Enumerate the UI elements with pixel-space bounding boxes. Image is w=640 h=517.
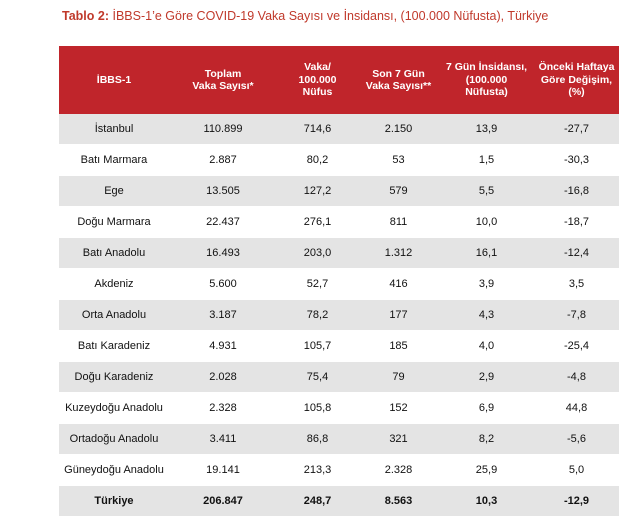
cell-incidence-7-day: 25,9 (439, 455, 534, 486)
cell-incidence-7-day: 6,9 (439, 393, 534, 424)
covid-cases-table (59, 46, 619, 517)
table-header (59, 46, 619, 114)
cell-last-7-days-cases: 185 (358, 331, 439, 362)
cell-cases-per-100k: 248,7 (277, 486, 358, 517)
cell-incidence-7-day: 16,1 (439, 238, 534, 269)
cell-weekly-change: -5,6 (534, 424, 619, 455)
cell-weekly-change: -30,3 (534, 145, 619, 176)
cell-region: Batı Anadolu (59, 238, 169, 269)
cell-last-7-days-cases: 8.563 (358, 486, 439, 517)
cell-cases-per-100k: 78,2 (277, 300, 358, 331)
cell-total-cases: 3.187 (169, 300, 277, 331)
table-row (59, 455, 619, 486)
cell-last-7-days-cases: 321 (358, 424, 439, 455)
cell-total-cases: 4.931 (169, 331, 277, 362)
cell-incidence-7-day: 5,5 (439, 176, 534, 207)
cell-total-cases: 22.437 (169, 207, 277, 238)
cell-total-cases: 2.028 (169, 362, 277, 393)
table-row (59, 424, 619, 455)
table-row (59, 300, 619, 331)
cell-total-cases: 13.505 (169, 176, 277, 207)
header-last-7-days-cases: Son 7 Gün Vaka Sayısı** (358, 46, 439, 114)
cell-weekly-change: -27,7 (534, 114, 619, 145)
cell-cases-per-100k: 276,1 (277, 207, 358, 238)
cell-weekly-change: -12,9 (534, 486, 619, 517)
cell-weekly-change: -7,8 (534, 300, 619, 331)
cell-cases-per-100k: 80,2 (277, 145, 358, 176)
table-row (59, 238, 619, 269)
cell-total-cases: 110.899 (169, 114, 277, 145)
cell-total-cases: 19.141 (169, 455, 277, 486)
header-cases-per-100k: Vaka/ 100.000 Nüfus (277, 46, 358, 114)
cell-region: Orta Anadolu (59, 300, 169, 331)
cell-cases-per-100k: 203,0 (277, 238, 358, 269)
cell-weekly-change: -12,4 (534, 238, 619, 269)
cell-cases-per-100k: 105,8 (277, 393, 358, 424)
cell-last-7-days-cases: 53 (358, 145, 439, 176)
table-row (59, 176, 619, 207)
cell-incidence-7-day: 13,9 (439, 114, 534, 145)
cell-last-7-days-cases: 1.312 (358, 238, 439, 269)
cell-cases-per-100k: 105,7 (277, 331, 358, 362)
table-row (59, 393, 619, 424)
cell-total-cases: 206.847 (169, 486, 277, 517)
cell-weekly-change: 5,0 (534, 455, 619, 486)
cell-region: Akdeniz (59, 269, 169, 300)
cell-incidence-7-day: 10,0 (439, 207, 534, 238)
table-row (59, 269, 619, 300)
table-row (59, 207, 619, 238)
cell-incidence-7-day: 4,3 (439, 300, 534, 331)
cell-weekly-change: 44,8 (534, 393, 619, 424)
cell-last-7-days-cases: 416 (358, 269, 439, 300)
cell-weekly-change: -25,4 (534, 331, 619, 362)
cell-incidence-7-day: 3,9 (439, 269, 534, 300)
cell-weekly-change: -18,7 (534, 207, 619, 238)
table-body (59, 114, 619, 517)
cell-total-cases: 16.493 (169, 238, 277, 269)
cell-weekly-change: -4,8 (534, 362, 619, 393)
cell-region: Güneydoğu Anadolu (59, 455, 169, 486)
cell-last-7-days-cases: 177 (358, 300, 439, 331)
cell-incidence-7-day: 2,9 (439, 362, 534, 393)
header-total-cases: Toplam Vaka Sayısı* (169, 46, 277, 114)
header-row (59, 46, 619, 114)
table-row (59, 362, 619, 393)
cell-incidence-7-day: 1,5 (439, 145, 534, 176)
cell-region: Batı Karadeniz (59, 331, 169, 362)
cell-cases-per-100k: 75,4 (277, 362, 358, 393)
cell-last-7-days-cases: 579 (358, 176, 439, 207)
cell-incidence-7-day: 8,2 (439, 424, 534, 455)
cell-region: Ege (59, 176, 169, 207)
cell-weekly-change: 3,5 (534, 269, 619, 300)
cell-last-7-days-cases: 79 (358, 362, 439, 393)
cell-region: Türkiye (59, 486, 169, 517)
cell-cases-per-100k: 714,6 (277, 114, 358, 145)
cell-last-7-days-cases: 811 (358, 207, 439, 238)
table-row (59, 331, 619, 362)
cell-incidence-7-day: 10,3 (439, 486, 534, 517)
cell-total-cases: 5.600 (169, 269, 277, 300)
table-row (59, 145, 619, 176)
cell-cases-per-100k: 52,7 (277, 269, 358, 300)
cell-cases-per-100k: 86,8 (277, 424, 358, 455)
caption-text: İBBS-1’e Göre COVID-19 Vaka Sayısı ve İnsidansı, (100.000 Nüfusta), Türkiye (109, 9, 549, 23)
cell-region: Batı Marmara (59, 145, 169, 176)
cell-last-7-days-cases: 2.150 (358, 114, 439, 145)
cell-weekly-change: -16,8 (534, 176, 619, 207)
table-caption (62, 9, 548, 23)
cell-last-7-days-cases: 152 (358, 393, 439, 424)
cell-region: Kuzeydoğu Anadolu (59, 393, 169, 424)
header-region: İBBS-1 (59, 46, 169, 114)
cell-total-cases: 3.411 (169, 424, 277, 455)
cell-cases-per-100k: 213,3 (277, 455, 358, 486)
cell-incidence-7-day: 4,0 (439, 331, 534, 362)
cell-region: İstanbul (59, 114, 169, 145)
header-weekly-change: Önceki Haftaya Göre Değişim, (%) (534, 46, 619, 114)
cell-last-7-days-cases: 2.328 (358, 455, 439, 486)
table-row (59, 114, 619, 145)
cell-region: Doğu Marmara (59, 207, 169, 238)
cell-region: Ortadoğu Anadolu (59, 424, 169, 455)
cell-region: Doğu Karadeniz (59, 362, 169, 393)
cell-total-cases: 2.328 (169, 393, 277, 424)
cell-total-cases: 2.887 (169, 145, 277, 176)
caption-label: Tablo 2: (62, 9, 109, 23)
cell-cases-per-100k: 127,2 (277, 176, 358, 207)
header-7-day-incidence: 7 Gün İnsidansı, (100.000 Nüfusta) (439, 46, 534, 114)
